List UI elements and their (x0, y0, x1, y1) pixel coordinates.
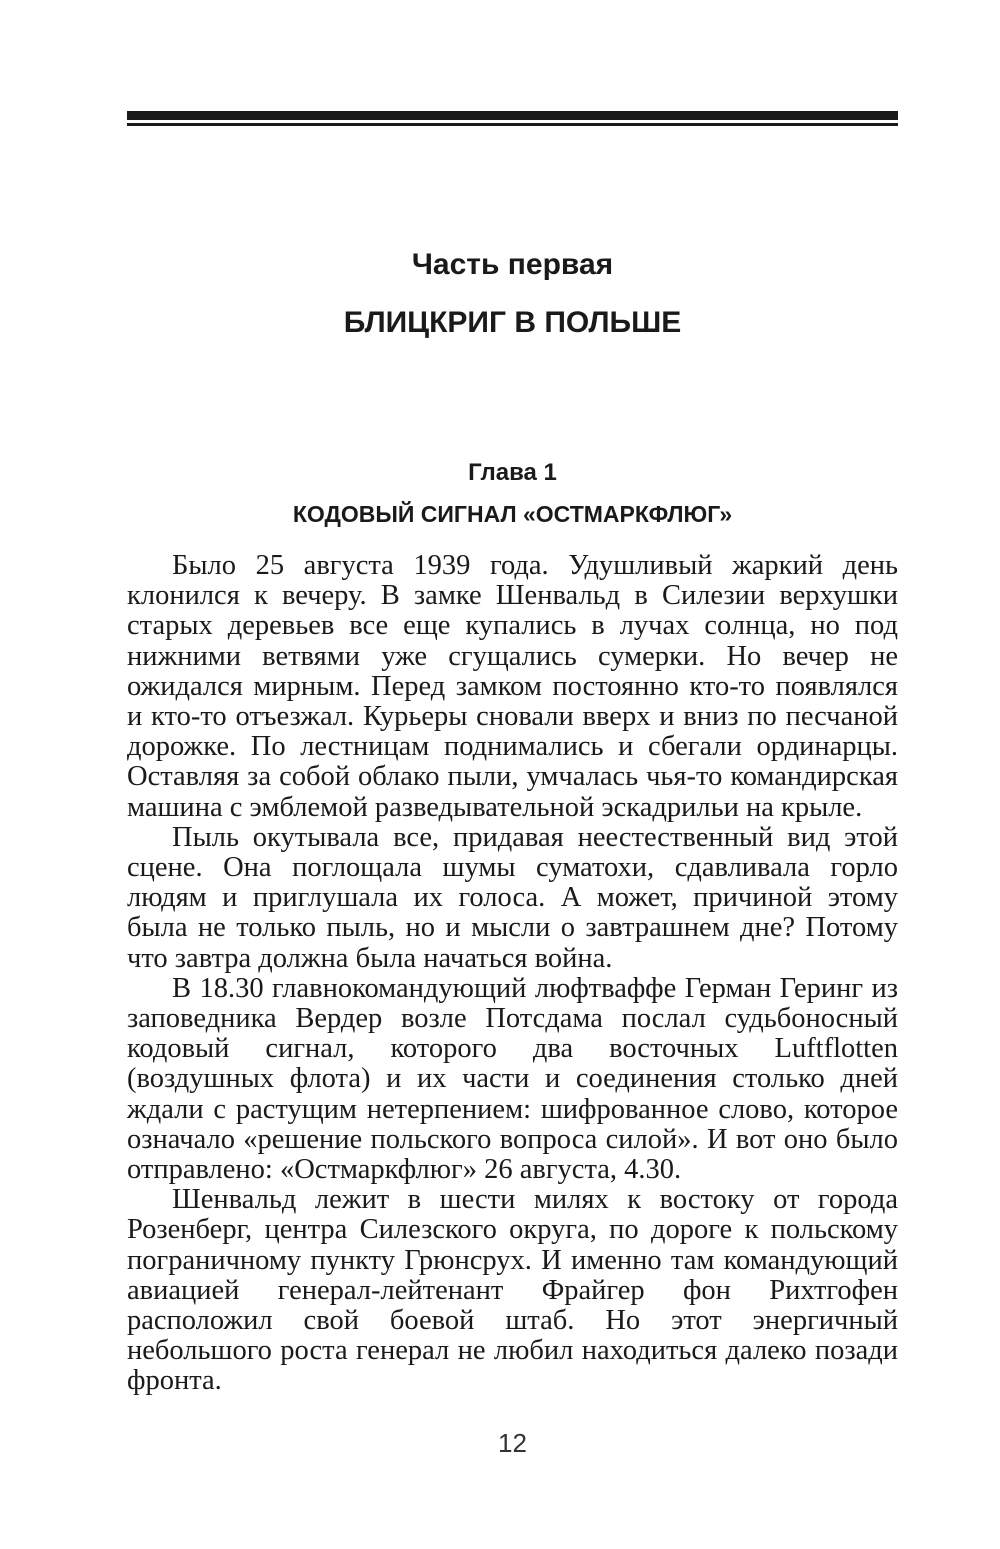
paragraph: Было 25 августа 1939 года. Удушливый жаркий день клонился к вечеру. В замке Шенвальд в Силезии верхушки старых деревьев все еще купались в лучах солнца, но под нижними ветвями уже сгущались сумерки. Но вечер не ожидался мирным. Перед замком постоянно кто-то появлялся и кто-то отъезжал. Курьеры сновали вверх и вниз по песчаной дорожке. По лестницам поднимались и сбегали ординарцы. Оставляя за собой облако пыли, умчалась чья-то командирская машина с эмблемой разведывательной эскадрильи на крыле. (127, 550, 898, 823)
header-rule-thin (127, 123, 898, 126)
page-number: 12 (498, 1428, 527, 1458)
paragraph: Шенвальд лежит в шести милях к востоку от города Розенберг, центра Силезского округа, по дороге к польскому пограничному пункту Грюнсрух. И именно там командующий авиацией генерал-лейтенант Фрайгер фон Рихтгофен расположил свой боевой штаб. Но этот энергичный небольшого роста генерал не любил находиться далеко позади фронта. (127, 1184, 898, 1397)
chapter-title: КОДОВЫЙ СИГНАЛ «ОСТМАРКФЛЮГ» (292, 501, 733, 527)
part-title: Часть первая (411, 248, 614, 281)
paragraph: В 18.30 главнокомандующий люфтваффе Герман Геринг из заповедника Вердер возле Потсдама послал судьбоносный кодовый сигнал, которого два восточных Luftflotten (воздушных флота) и их части и соединения столько дней ждали с растущим нетерпением: шифрованное слово, которое означало «решение польского вопроса силой». И вот оно было отправлено: «Остмаркфлюг» 26 августа, 4.30. (127, 972, 898, 1186)
part-subtitle: БЛИЦКРИГ В ПОЛЬШЕ (343, 306, 682, 339)
chapter-body (127, 551, 898, 1397)
header-rule-thick (127, 111, 898, 120)
paragraph: Пыль окутывала все, придавая неестественный вид этой сцене. Она поглощала шумы суматохи, сдавливала горло людям и приглушала их голоса. А может, причиной этому была не только пыль, но и мысли о завтрашнем дне? Потому что завтра должна была начаться война. (127, 821, 898, 974)
chapter-number: Глава 1 (468, 459, 557, 486)
